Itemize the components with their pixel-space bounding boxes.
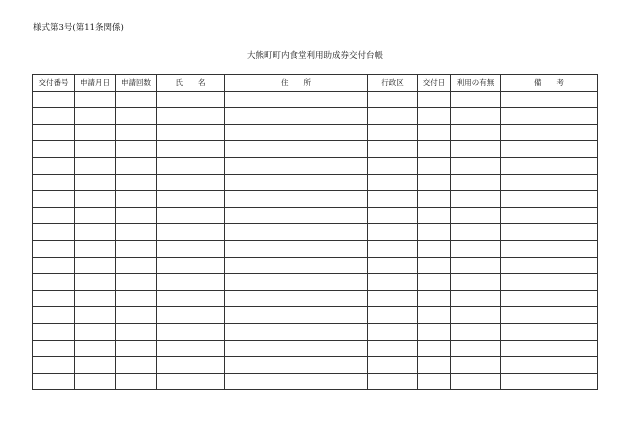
table-cell: [501, 108, 598, 125]
table-cell: [157, 108, 225, 125]
table-cell: [116, 191, 157, 208]
table-cell: [33, 323, 75, 340]
table-cell: [225, 141, 368, 158]
table-row: [33, 340, 598, 357]
table-cell: [451, 174, 501, 191]
table-cell: [157, 224, 225, 241]
table-cell: [451, 224, 501, 241]
table-cell: [33, 274, 75, 291]
table-cell: [33, 108, 75, 125]
table-cell: [75, 91, 116, 108]
table-cell: [33, 174, 75, 191]
table-cell: [368, 357, 418, 374]
table-cell: [75, 290, 116, 307]
table-row: [33, 124, 598, 141]
table-row: [33, 323, 598, 340]
table-cell: [157, 323, 225, 340]
table-cell: [451, 240, 501, 257]
table-row: [33, 141, 598, 158]
table-cell: [75, 191, 116, 208]
table-cell: [33, 224, 75, 241]
table-cell: [418, 274, 451, 291]
table-cell: [501, 323, 598, 340]
table-row: [33, 373, 598, 390]
column-header-issue-number: 交付番号: [33, 75, 75, 92]
table-cell: [75, 240, 116, 257]
table-cell: [116, 373, 157, 390]
table-cell: [225, 174, 368, 191]
table-cell: [225, 340, 368, 357]
table-cell: [418, 240, 451, 257]
table-cell: [418, 257, 451, 274]
table-cell: [75, 108, 116, 125]
table-cell: [418, 157, 451, 174]
table-cell: [75, 307, 116, 324]
table-cell: [75, 257, 116, 274]
table-cell: [225, 224, 368, 241]
table-row: [33, 274, 598, 291]
table-cell: [116, 224, 157, 241]
table-cell: [157, 157, 225, 174]
form-number-label: 様式第3号(第11条関係): [33, 23, 124, 33]
table-row: [33, 174, 598, 191]
table-cell: [501, 290, 598, 307]
table-cell: [451, 207, 501, 224]
table-cell: [116, 91, 157, 108]
table-cell: [225, 207, 368, 224]
table-cell: [418, 124, 451, 141]
table-cell: [418, 340, 451, 357]
table-cell: [33, 357, 75, 374]
table-cell: [225, 357, 368, 374]
table-cell: [501, 307, 598, 324]
table-cell: [116, 207, 157, 224]
table-cell: [418, 207, 451, 224]
table-cell: [33, 240, 75, 257]
table-cell: [501, 91, 598, 108]
table-cell: [225, 257, 368, 274]
table-cell: [418, 307, 451, 324]
table-cell: [418, 323, 451, 340]
table-cell: [451, 373, 501, 390]
table-cell: [368, 91, 418, 108]
table-cell: [116, 307, 157, 324]
table-cell: [225, 307, 368, 324]
table-cell: [33, 340, 75, 357]
table-cell: [418, 191, 451, 208]
table-cell: [418, 174, 451, 191]
table-cell: [75, 323, 116, 340]
table-cell: [451, 91, 501, 108]
table-cell: [157, 240, 225, 257]
table-cell: [116, 340, 157, 357]
table-cell: [157, 91, 225, 108]
table-cell: [418, 91, 451, 108]
table-cell: [157, 357, 225, 374]
table-cell: [451, 307, 501, 324]
table-cell: [75, 274, 116, 291]
table-cell: [368, 240, 418, 257]
table-cell: [157, 207, 225, 224]
table-row: [33, 91, 598, 108]
table-cell: [225, 124, 368, 141]
ledger-title: 大熊町町内食堂利用助成券交付台帳: [246, 51, 383, 61]
table-cell: [368, 224, 418, 241]
column-header-name: 氏 名: [157, 75, 225, 92]
table-cell: [368, 274, 418, 291]
issuance-ledger-table: [32, 74, 598, 390]
column-header-remarks: 備 考: [501, 75, 598, 92]
table-cell: [225, 373, 368, 390]
table-cell: [451, 340, 501, 357]
table-cell: [116, 274, 157, 291]
table-cell: [418, 224, 451, 241]
table-cell: [75, 207, 116, 224]
table-cell: [225, 290, 368, 307]
table-cell: [157, 290, 225, 307]
table-cell: [501, 141, 598, 158]
table-cell: [451, 157, 501, 174]
table-cell: [501, 207, 598, 224]
table-cell: [501, 257, 598, 274]
table-cell: [75, 174, 116, 191]
table-cell: [75, 224, 116, 241]
table-cell: [225, 274, 368, 291]
table-cell: [501, 340, 598, 357]
table-row: [33, 207, 598, 224]
column-header-district: 行政区: [368, 75, 418, 92]
table-cell: [75, 373, 116, 390]
table-row: [33, 108, 598, 125]
table-cell: [33, 207, 75, 224]
column-header-usage: 利用の有無: [451, 75, 501, 92]
table-cell: [501, 174, 598, 191]
table-cell: [75, 357, 116, 374]
table-row: [33, 257, 598, 274]
table-cell: [368, 174, 418, 191]
table-cell: [75, 157, 116, 174]
table-cell: [451, 274, 501, 291]
table-cell: [418, 373, 451, 390]
table-cell: [451, 323, 501, 340]
table-cell: [368, 207, 418, 224]
table-cell: [75, 124, 116, 141]
table-cell: [368, 340, 418, 357]
table-cell: [225, 91, 368, 108]
table-cell: [116, 257, 157, 274]
table-cell: [116, 323, 157, 340]
table-cell: [451, 141, 501, 158]
table-cell: [501, 240, 598, 257]
table-cell: [75, 141, 116, 158]
table-row: [33, 290, 598, 307]
table-cell: [33, 307, 75, 324]
table-cell: [33, 373, 75, 390]
table-cell: [157, 191, 225, 208]
table-row: [33, 157, 598, 174]
table-cell: [368, 157, 418, 174]
table-cell: [116, 174, 157, 191]
table-cell: [451, 124, 501, 141]
table-cell: [157, 340, 225, 357]
table-cell: [33, 157, 75, 174]
table-cell: [157, 373, 225, 390]
ledger-body: [33, 91, 598, 390]
table-cell: [116, 157, 157, 174]
table-row: [33, 240, 598, 257]
table-cell: [368, 323, 418, 340]
table-row: [33, 307, 598, 324]
table-cell: [33, 257, 75, 274]
table-cell: [157, 257, 225, 274]
table-cell: [451, 108, 501, 125]
table-cell: [368, 290, 418, 307]
table-cell: [501, 373, 598, 390]
table-cell: [33, 191, 75, 208]
table-row: [33, 191, 598, 208]
table-cell: [501, 357, 598, 374]
table-cell: [418, 290, 451, 307]
table-cell: [451, 357, 501, 374]
table-cell: [501, 191, 598, 208]
table-cell: [501, 274, 598, 291]
table-cell: [225, 191, 368, 208]
table-cell: [33, 290, 75, 307]
table-cell: [33, 124, 75, 141]
column-header-address: 住 所: [225, 75, 368, 92]
table-cell: [368, 373, 418, 390]
table-row: [33, 224, 598, 241]
table-cell: [75, 340, 116, 357]
table-cell: [157, 141, 225, 158]
table-cell: [451, 257, 501, 274]
header-row: [33, 75, 598, 92]
table-cell: [116, 240, 157, 257]
table-cell: [225, 323, 368, 340]
table-cell: [116, 108, 157, 125]
table-cell: [225, 108, 368, 125]
table-cell: [225, 240, 368, 257]
table-cell: [368, 191, 418, 208]
table-cell: [501, 124, 598, 141]
column-header-application-date: 申請月日: [75, 75, 116, 92]
table-cell: [418, 108, 451, 125]
table-cell: [418, 141, 451, 158]
table-cell: [116, 141, 157, 158]
table-cell: [157, 124, 225, 141]
table-cell: [157, 274, 225, 291]
table-cell: [33, 91, 75, 108]
table-cell: [501, 157, 598, 174]
table-cell: [368, 307, 418, 324]
table-cell: [33, 141, 75, 158]
column-header-issue-date: 交付日: [418, 75, 451, 92]
table-cell: [157, 307, 225, 324]
table-cell: [116, 357, 157, 374]
table-cell: [418, 357, 451, 374]
table-cell: [368, 257, 418, 274]
table-row: [33, 357, 598, 374]
table-cell: [451, 191, 501, 208]
table-cell: [116, 290, 157, 307]
table-cell: [368, 108, 418, 125]
column-header-application-count: 申請回数: [116, 75, 157, 92]
table-cell: [368, 124, 418, 141]
table-cell: [368, 141, 418, 158]
table-cell: [116, 124, 157, 141]
table-cell: [451, 290, 501, 307]
table-cell: [225, 157, 368, 174]
table-cell: [501, 224, 598, 241]
table-cell: [157, 174, 225, 191]
